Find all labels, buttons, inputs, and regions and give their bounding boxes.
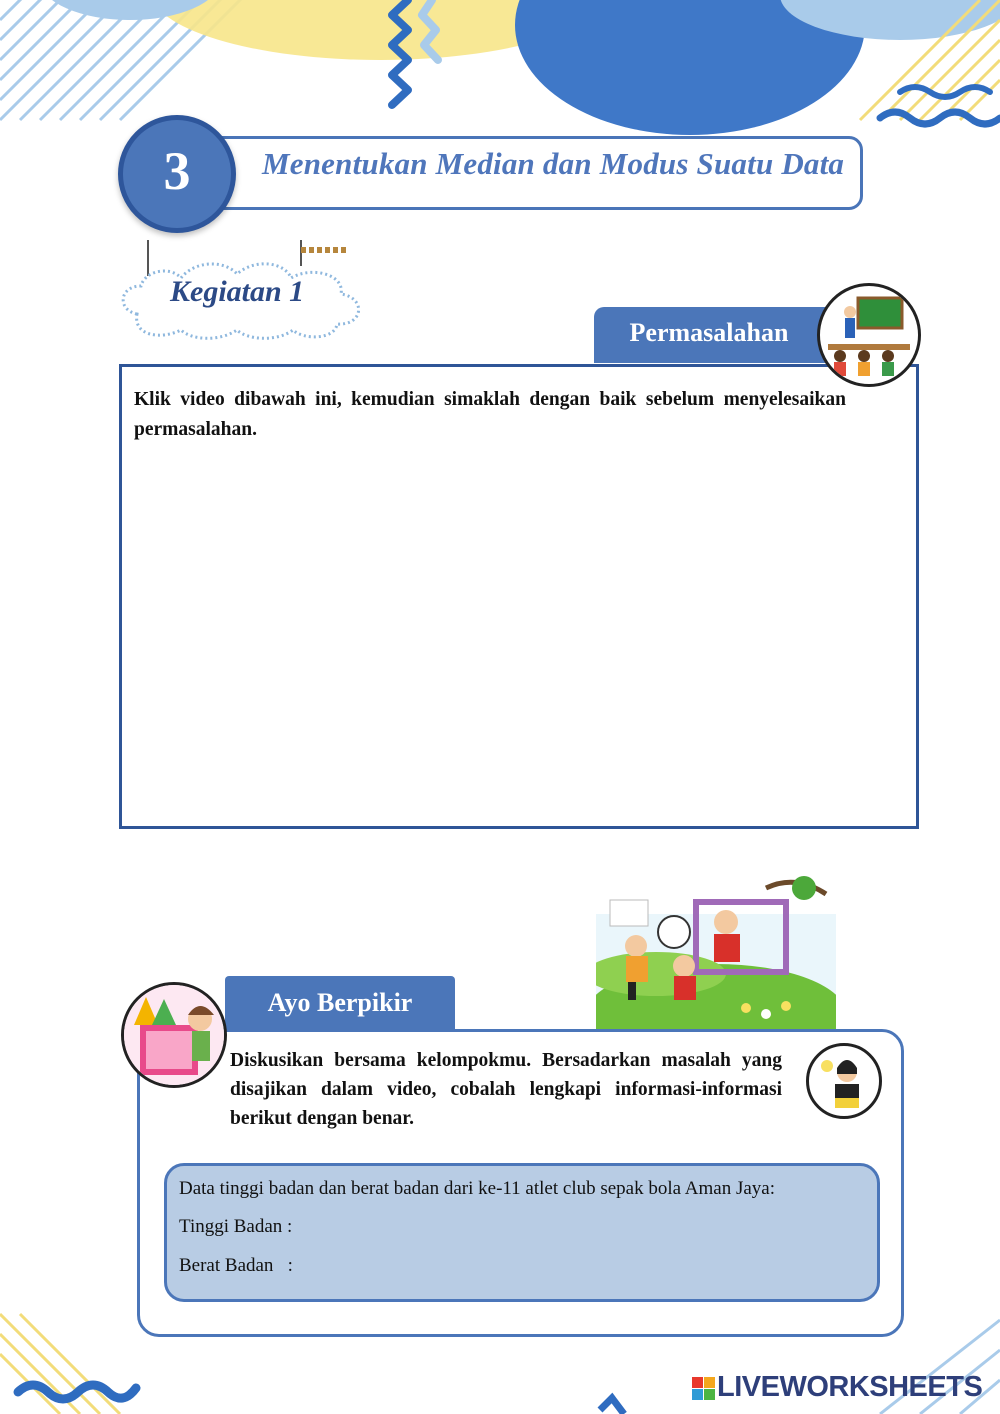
reading-kids-icon: [121, 982, 227, 1088]
ayo-berpikir-label: Ayo Berpikir: [267, 988, 413, 1017]
data-description: Data tinggi badan dan berat badan dari ke-11 atlet club sepak bola Aman Jaya:: [179, 1178, 775, 1199]
classroom-teacher-icon: [817, 283, 921, 387]
ayo-berpikir-instruction: Diskusikan bersama kelompokmu. Bersadarkan masalah yang disajikan dalam video, cobalah lengkapi informasi-informasi berikut dengan benar.: [230, 1050, 782, 1129]
thinking-person-icon: [806, 1043, 882, 1119]
section-number: 3: [163, 141, 191, 201]
tinggi-badan-field[interactable]: Tinggi Badan :: [179, 1216, 293, 1237]
permasalahan-instruction: Klik video dibawah ini, kemudian simaklah dengan baik sebelum menyelesaikan permasalahan.: [134, 389, 846, 440]
section-title: Menentukan Median dan Modus Suatu Data: [262, 146, 845, 181]
liveworksheets-logo-text[interactable]: LIVEWORKSHEETS: [717, 1371, 983, 1403]
berat-badan-field[interactable]: Berat Badan :: [179, 1255, 293, 1276]
kegiatan-label: Kegiatan 1: [170, 275, 305, 308]
liveworksheets-logo-icon: [692, 1373, 716, 1405]
permasalahan-label: Permasalahan: [629, 318, 789, 347]
soccer-kids-illustration: [596, 874, 836, 1030]
